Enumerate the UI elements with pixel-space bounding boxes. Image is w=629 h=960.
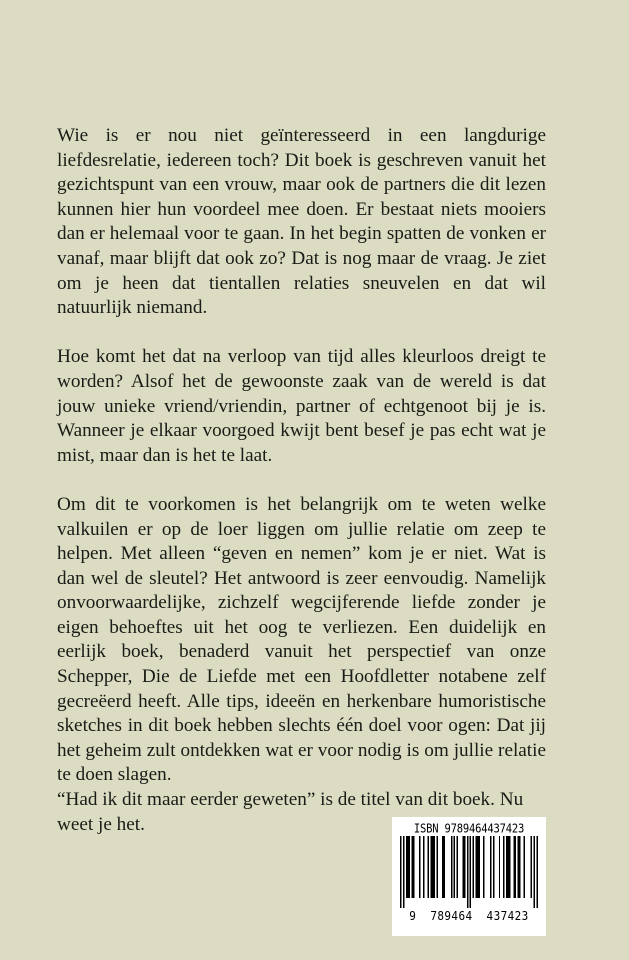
ean13-bars-icon (400, 836, 538, 908)
blurb-paragraph-3: Om dit te voorkomen is het belangrijk om te weten welke valkuilen er op de loer liggen om jullie relatie om zeep te helpen. Met alleen “geven en nemen” kom je er niet. Wat is dan wel de sleutel? Het antwoord is zeer eenvoudig. Namelijk onvoorwaardelijke, zichzelf wegcijferende liefde zonder je eigen behoeftes uit het oog te verliezen. Een duidelijk en eerlijk boek, benaderd vanuit het perspectief van onze Schepper, Die de Liefde met een Hoofdletter notabene zelf gecreëerd heeft. Alle tips, ideeën en herkenbare humoristische sketches in dit boek hebben slechts één doel voor ogen: Dat jij het geheim zult ontdekken wat er voor nodig is om jullie relatie te doen slagen. (57, 493, 546, 786)
ean13-digits-label: 9 789464 437423 (409, 909, 529, 924)
blurb-paragraph-1: Wie is er nou niet geïnteresseerd in een langdurige liefdesrelatie, iedereen toch? Dit boek is geschreven vanuit het gezichtspunt van een vrouw, maar ook de partners die dit lezen kunnen hier hun voordeel mee doen. Er bestaat niets mooiers dan er helemaal voor te gaan. In het begin spatten de vonken er vanaf, maar blijft dat ook zo? Dat is nog maar de vraag. Je ziet om je heen dat tientallen relaties sneuvelen en dat wil natuurlijk niemand. (57, 125, 546, 319)
blurb-paragraph-2: Hoe komt het dat na verloop van tijd alles kleurloos dreigt te worden? Alsof het de gewoonste zaak van de wereld is dat jouw unieke vriend/vriendin, partner of echtgenoot bij je is. Wanneer je elkaar voorgoed kwijt bent besef je pas echt wat je mist, maar dan is het te laat. (57, 346, 546, 466)
blurb-text-block (57, 124, 546, 837)
isbn-barcode (392, 817, 546, 936)
isbn-number-label: ISBN 9789464437423 (413, 822, 525, 836)
blurb-closing-line: “Had ik dit maar eerder geweten” is de titel van dit boek. Nu weet je het. (57, 789, 524, 835)
